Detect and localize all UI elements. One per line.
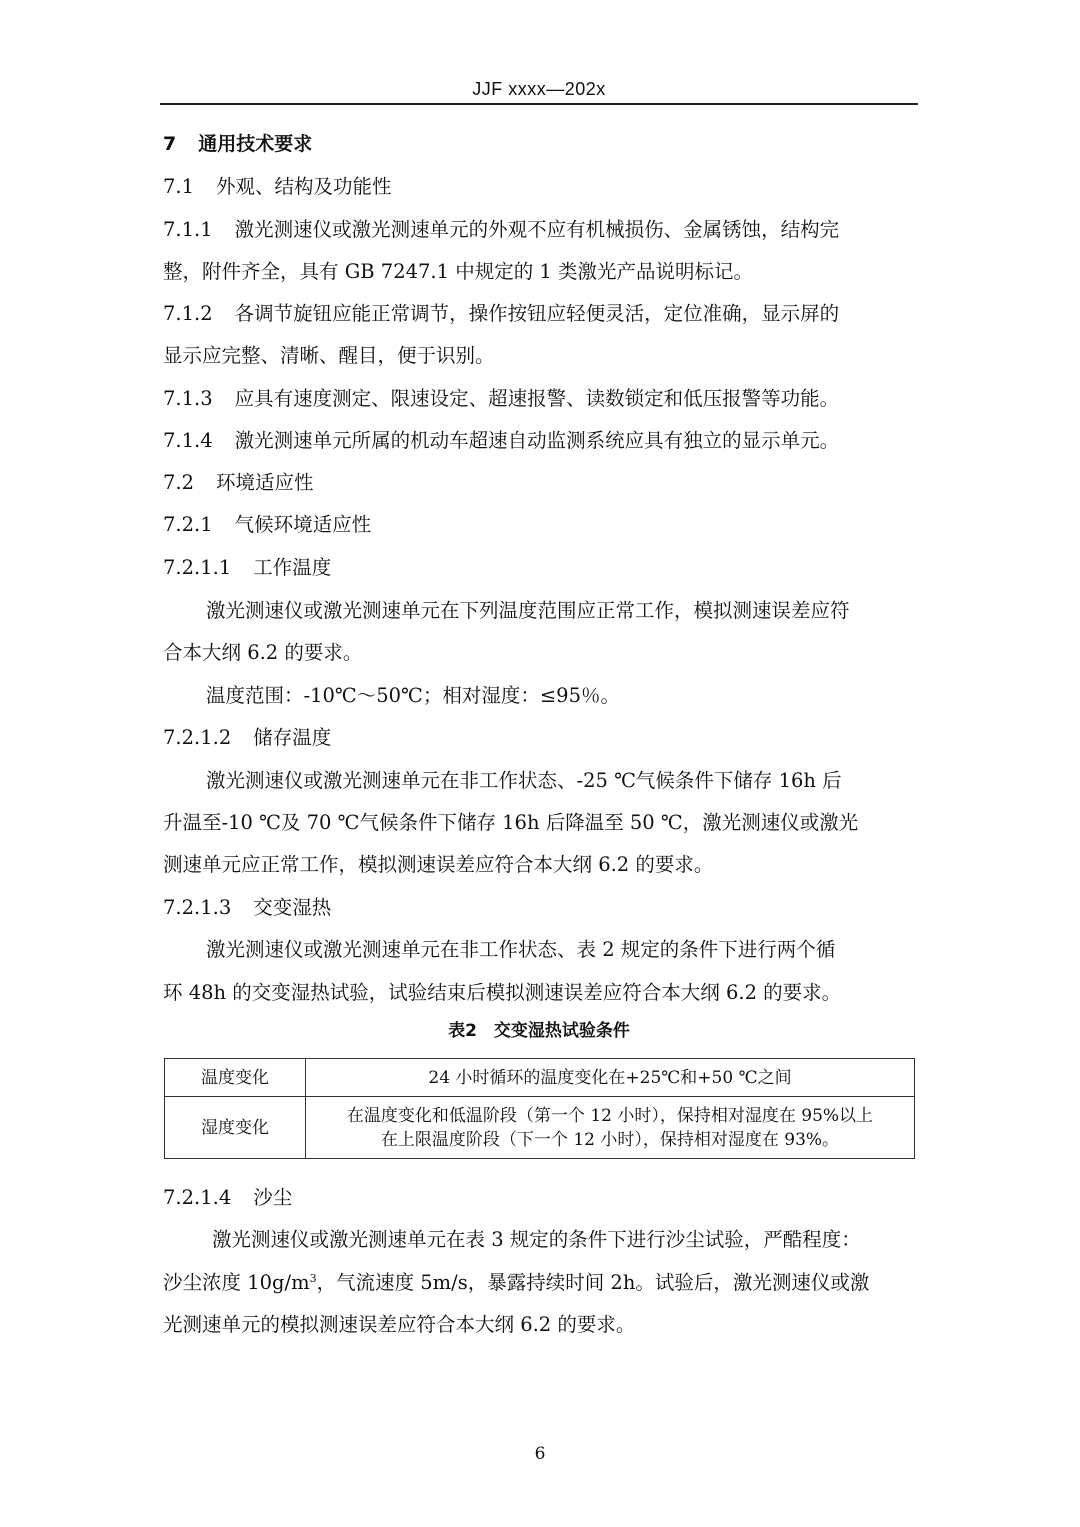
section-7-1-2-line-1 [163, 300, 923, 328]
section-7-heading [163, 130, 923, 158]
section-number: 7.2 [163, 471, 195, 494]
section-number: 7.1 [163, 175, 195, 198]
table-cell-line: 24 小时循环的温度变化在+25℃和+50 ℃之间 [428, 1067, 792, 1088]
section-title: 沙尘 [253, 1186, 293, 1209]
storage-paragraph-line-1: 激光测速仪或激光测速单元在非工作状态、-25 ℃气候条件下储存 16h 后 [206, 769, 842, 792]
superscript: 3 [309, 1272, 317, 1285]
paragraph-text: 激光测速单元所属的机动车超速自动监测系统应具有独立的显示单元。 [234, 429, 840, 452]
section-7-2-1-2-heading [163, 724, 923, 752]
section-title: 储存温度 [253, 726, 332, 749]
table-cell-line: 在温度变化和低温阶段（第一个 12 小时），保持相对湿度在 95%以上 [346, 1105, 874, 1126]
section-number: 7.1.4 [163, 429, 213, 452]
work-temp-paragraph-line-1: 激光测速仪或激光测速单元在下列温度范围应正常工作，模拟测速误差应符 [206, 599, 850, 622]
paragraph-text: ，气流速度 5m/s，暴露持续时间 2h。试验后，激光测速仪或激 [316, 1271, 870, 1294]
table-cell-line: 在上限温度阶段（下一个 12 小时），保持相对湿度在 93%。 [380, 1129, 840, 1150]
section-7-2-1-1-heading [163, 554, 923, 582]
section-7-2-1-heading [163, 511, 923, 539]
section-7-1-1-line-1 [163, 216, 923, 244]
section-7-1-2-line-2: 显示应完整、清晰、醒目，便于识别。 [163, 344, 495, 367]
work-temp-paragraph-line-2: 合本大纲 6.2 的要求。 [163, 641, 363, 664]
section-7-2-1-4-heading [163, 1184, 923, 1212]
section-title: 外观、结构及功能性 [216, 175, 392, 198]
section-number: 7.2.1.4 [163, 1186, 232, 1209]
section-title: 工作温度 [253, 556, 332, 579]
section-number: 7.1.1 [163, 218, 213, 241]
table-row-value [306, 1059, 915, 1097]
condition-table [164, 1058, 915, 1159]
storage-paragraph-line-3: 测速单元应正常工作，模拟测速误差应符合本大纲 6.2 的要求。 [163, 853, 714, 876]
paragraph-text: 激光测速仪或激光测速单元的外观不应有机械损伤、金属锈蚀，结构完 [234, 218, 840, 241]
header-rule [160, 103, 918, 105]
humid-paragraph-line-2: 环 48h 的交变湿热试验，试验结束后模拟测速误差应符合本大纲 6.2 的要求。 [163, 981, 842, 1004]
paragraph-text: 应具有速度测定、限速设定、超速报警、读数锁定和低压报警等功能。 [234, 387, 840, 410]
section-number: 7.1.2 [163, 302, 213, 325]
section-title: 环境适应性 [216, 471, 314, 494]
section-number: 7.2.1 [163, 513, 213, 536]
table-row [165, 1059, 915, 1097]
sand-paragraph-line-3: 光测速单元的模拟测速误差应符合本大纲 6.2 的要求。 [163, 1313, 636, 1336]
section-title: 通用技术要求 [198, 133, 313, 155]
work-temp-range: 温度范围：-10℃～50℃；相对湿度：≤95％。 [206, 684, 620, 707]
table-row-value [306, 1097, 915, 1159]
section-7-1-3 [163, 385, 923, 413]
paragraph-text: 各调节旋钮应能正常调节，操作按钮应轻便灵活，定位准确，显示屏的 [234, 302, 840, 325]
section-title: 交变湿热 [253, 896, 332, 919]
section-number: 7.1.3 [163, 387, 213, 410]
sand-paragraph-line-1: 激光测速仪或激光测速单元在表 3 规定的条件下进行沙尘试验，严酷程度： [212, 1228, 861, 1251]
section-number: 7.2.1.3 [163, 896, 232, 919]
section-7-1-1-line-2: 整，附件齐全，具有 GB 7247.1 中规定的 1 类激光产品说明标记。 [163, 260, 754, 283]
table-row-key: 温度变化 [165, 1059, 306, 1097]
humid-paragraph-line-1: 激光测速仪或激光测速单元在非工作状态、表 2 规定的条件下进行两个循 [206, 938, 836, 961]
section-7-1-4 [163, 427, 923, 455]
section-number: 7.2.1.1 [163, 556, 232, 579]
section-7-1-heading [163, 173, 923, 201]
storage-paragraph-line-2: 升温至-10 ℃及 70 ℃气候条件下储存 16h 后降温至 50 ℃，激光测速仪或激光 [163, 811, 859, 834]
table-caption: 表2 交变湿热试验条件 [448, 1021, 630, 1041]
section-title: 气候环境适应性 [234, 513, 372, 536]
section-number: 7.2.1.2 [163, 726, 232, 749]
section-number: 7 [163, 133, 177, 155]
sand-paragraph-line-2 [163, 1269, 923, 1297]
paragraph-text: 沙尘浓度 10g/m [163, 1271, 310, 1294]
table-row-key: 湿度变化 [165, 1097, 306, 1159]
page-header: JJF xxxx—202x [472, 79, 606, 99]
section-7-2-heading [163, 469, 923, 497]
section-7-2-1-3-heading [163, 894, 923, 922]
page-number: 6 [534, 1444, 546, 1464]
table-row [165, 1097, 915, 1159]
